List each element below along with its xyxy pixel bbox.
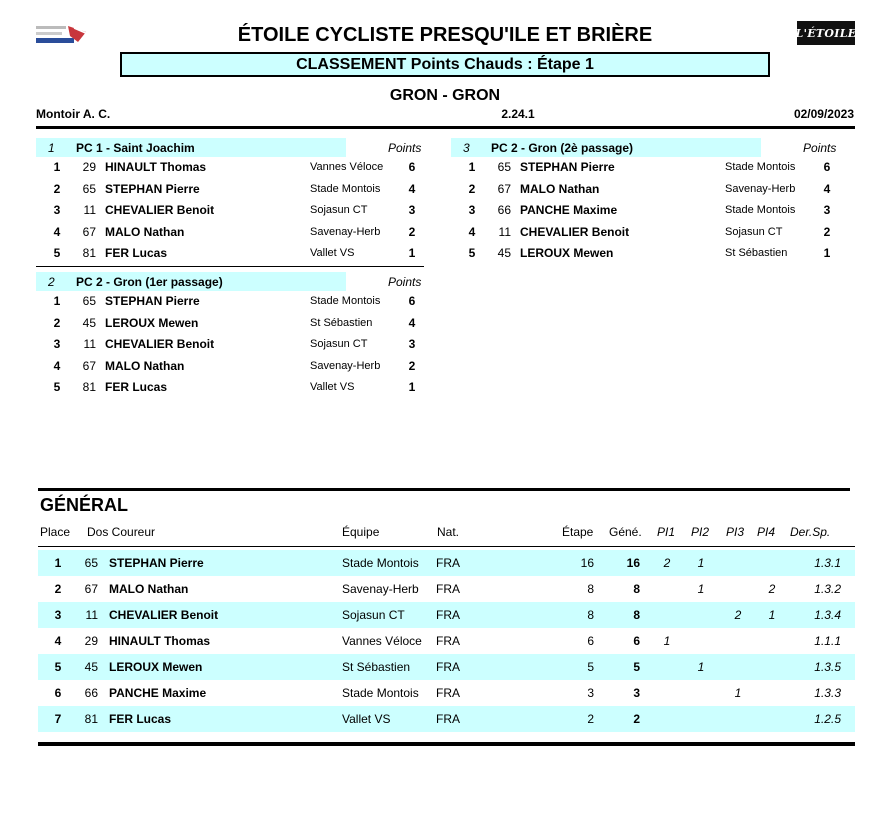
bib: 65: [497, 160, 511, 174]
last-sprint: 1.3.3: [814, 686, 841, 700]
team: Vallet VS: [310, 381, 355, 393]
rank: 4: [53, 224, 61, 239]
nationality: FRA: [436, 608, 460, 622]
col-pi2: PI2: [691, 525, 710, 539]
rank: 4: [468, 224, 476, 239]
points: 4: [408, 181, 416, 196]
list-item: [36, 313, 424, 335]
team: Stade Montois: [310, 295, 381, 307]
points: 2: [823, 224, 831, 239]
stage-points: 6: [587, 634, 594, 648]
points: 6: [408, 294, 416, 308]
bib: 67: [84, 582, 98, 596]
team: St Sébastien: [342, 660, 411, 674]
pi2-points: 1: [697, 582, 705, 596]
bib: 81: [82, 380, 96, 394]
points: 4: [823, 181, 831, 196]
section-divider: [36, 266, 424, 267]
place: 3: [54, 608, 62, 622]
team: Vallet VS: [342, 712, 391, 726]
bib: 29: [84, 634, 98, 648]
rider-name: STEPHAN Pierre: [109, 556, 204, 570]
place: 6: [54, 686, 62, 700]
points: 1: [823, 246, 831, 260]
rider-name: LEROUX Mewen: [105, 315, 199, 330]
rank: 1: [468, 160, 476, 174]
pi1-points: 2: [663, 556, 671, 570]
stage-points: 8: [587, 582, 594, 596]
col-pi3: PI3: [726, 525, 745, 539]
bib: 11: [83, 203, 96, 217]
stage-points: 5: [587, 660, 594, 674]
list-item: [36, 200, 424, 222]
bib: 45: [84, 660, 98, 674]
rider-name: STEPHAN Pierre: [105, 294, 200, 308]
table-row: [38, 576, 855, 602]
team: Savenay-Herb: [342, 582, 419, 596]
general-points: 16: [626, 556, 640, 570]
pc-name: PC 2 - Gron (1er passage): [76, 275, 223, 289]
points-label: Points: [388, 275, 422, 289]
pc-section-header: [36, 272, 346, 291]
points: 3: [408, 337, 416, 351]
rider-name: CHEVALIER Benoit: [105, 337, 215, 351]
bib: 45: [82, 315, 96, 330]
rider-name: CHEVALIER Benoit: [520, 224, 630, 239]
place: 4: [54, 634, 62, 648]
table-row: [38, 680, 855, 706]
general-bottom-rule: [38, 742, 855, 746]
general-top-rule: [38, 488, 850, 491]
general-title: GÉNÉRAL: [40, 495, 129, 515]
team: Stade Montois: [725, 204, 796, 216]
cycling-club-logo: [34, 24, 90, 46]
rider-name: FER Lucas: [105, 380, 168, 394]
rider-name: MALO Nathan: [105, 358, 185, 373]
rider-name: CHEVALIER Benoit: [105, 203, 215, 217]
pi2-points: 1: [697, 556, 705, 570]
points-label: Points: [803, 141, 837, 155]
pi4-points: 2: [768, 582, 776, 596]
bib: 65: [84, 556, 98, 570]
rank: 5: [53, 246, 61, 260]
bib: 67: [497, 181, 511, 196]
rider-name: MALO Nathan: [105, 224, 185, 239]
team: Vannes Véloce: [310, 161, 384, 173]
col-place: Place: [40, 525, 71, 539]
team: Vallet VS: [310, 247, 355, 259]
list-item: [451, 200, 839, 222]
organizer: Montoir A. C.: [36, 107, 111, 121]
team: Stade Montois: [725, 161, 796, 173]
team: Savenay-Herb: [310, 225, 381, 238]
pi3-points: 1: [734, 686, 742, 700]
general-points: 2: [633, 712, 640, 726]
rider-name: LEROUX Mewen: [520, 246, 614, 260]
stage-points: 16: [580, 556, 594, 570]
team: Savenay-Herb: [725, 182, 796, 195]
col-gene: Géné.: [609, 525, 642, 539]
rider-name: FER Lucas: [109, 712, 172, 726]
table-row: [38, 550, 855, 576]
list-item: [451, 157, 839, 179]
rank: 5: [468, 246, 476, 260]
bib: 67: [82, 358, 96, 373]
nationality: FRA: [436, 712, 460, 726]
list-item: [36, 179, 424, 201]
table-row: [38, 706, 855, 732]
bib: 81: [84, 712, 98, 726]
rank: 3: [468, 203, 476, 217]
place: 5: [54, 660, 62, 674]
pc-name: PC 1 - Saint Joachim: [76, 141, 195, 155]
stage-points: 3: [587, 686, 594, 700]
rank: 2: [468, 181, 476, 196]
team: Sojasun CT: [310, 338, 368, 350]
race-code: 2.24.1: [501, 107, 535, 121]
header-rule: [36, 126, 855, 129]
rider-name: STEPHAN Pierre: [105, 181, 200, 196]
stage-points: 2: [587, 712, 594, 726]
rider-name: HINAULT Thomas: [109, 634, 211, 648]
col-equipe: Équipe: [342, 525, 380, 539]
general-points: 5: [633, 660, 640, 674]
team: Stade Montois: [342, 556, 419, 570]
list-item: [451, 222, 839, 244]
nationality: FRA: [436, 556, 460, 570]
table-row: [38, 602, 855, 628]
bib: 11: [498, 224, 511, 239]
points: 3: [408, 203, 416, 217]
col-pi1: PI1: [657, 525, 676, 539]
nationality: FRA: [436, 634, 460, 648]
rider-name: CHEVALIER Benoit: [109, 608, 219, 622]
points: 6: [823, 160, 831, 174]
pc-section-2: [36, 272, 424, 399]
table-row: [38, 628, 855, 654]
pc-section-1: [36, 138, 424, 265]
last-sprint: 1.3.5: [814, 660, 841, 674]
points: 6: [408, 160, 416, 174]
team: Sojasun CT: [725, 225, 783, 238]
nationality: FRA: [436, 660, 460, 674]
list-item: [36, 157, 424, 179]
last-sprint: 1.1.1: [814, 634, 841, 648]
team: St Sébastien: [725, 247, 788, 259]
place: 1: [54, 556, 62, 570]
list-item: [36, 334, 424, 356]
rider-name: FER Lucas: [105, 246, 168, 260]
team: Stade Montois: [342, 686, 419, 700]
general-points: 8: [633, 582, 640, 596]
rank: 3: [53, 203, 61, 217]
rank: 1: [53, 294, 61, 308]
classement-subtitle: CLASSEMENT Points Chauds : Étape 1: [120, 52, 770, 77]
bib: 11: [83, 337, 96, 351]
rank: 3: [53, 337, 61, 351]
points: 2: [408, 224, 416, 239]
pi4-points: 1: [768, 608, 776, 622]
general-points: 8: [633, 608, 640, 622]
team: Sojasun CT: [342, 608, 405, 622]
rank: 2: [53, 181, 61, 196]
col-etape: Étape: [562, 525, 594, 539]
points: 1: [408, 246, 416, 260]
points: 4: [408, 315, 416, 330]
list-item: [36, 243, 424, 265]
list-item: [451, 243, 839, 265]
rider-name: PANCHE Maxime: [520, 203, 618, 217]
bib: 67: [82, 224, 96, 239]
rank: 1: [53, 160, 61, 174]
rank: 4: [53, 358, 61, 373]
rank: 2: [53, 315, 61, 330]
bib: 11: [85, 608, 98, 622]
rider-name: LEROUX Mewen: [109, 660, 203, 674]
stage-name: GRON - GRON: [389, 87, 501, 104]
place: 7: [54, 712, 62, 726]
bib: 66: [497, 203, 511, 217]
nationality: FRA: [436, 686, 460, 700]
team: Sojasun CT: [310, 204, 368, 216]
bib: 65: [82, 181, 96, 196]
pi1-points: 1: [663, 634, 671, 648]
pc-section-header: [451, 138, 761, 157]
col-pi4: PI4: [757, 525, 776, 539]
page-title: ÉTOILE CYCLISTE PRESQU'ILE ET BRIÈRE: [237, 24, 653, 46]
team: Vannes Véloce: [342, 634, 422, 648]
stage-points: 8: [587, 608, 594, 622]
bib: 29: [82, 160, 96, 174]
general-points: 6: [633, 634, 640, 648]
rider-name: PANCHE Maxime: [109, 686, 207, 700]
pc-name: PC 2 - Gron (2è passage): [491, 141, 634, 155]
etoile-logo: L'ÉTOILE: [797, 21, 855, 45]
rank: 5: [53, 380, 61, 394]
points-label: Points: [388, 141, 422, 155]
pc-number: 2: [48, 275, 55, 289]
last-sprint: 1.3.4: [814, 608, 841, 622]
general-points: 3: [633, 686, 640, 700]
col-nat: Nat.: [437, 525, 460, 539]
col-dos-coureur: Dos Coureur: [87, 525, 156, 539]
team: Savenay-Herb: [310, 359, 381, 372]
rider-name: MALO Nathan: [109, 582, 189, 596]
list-item: [36, 377, 424, 399]
team: Stade Montois: [310, 182, 381, 195]
points: 3: [823, 203, 831, 217]
list-item: [36, 291, 424, 313]
bib: 66: [84, 686, 98, 700]
rider-name: HINAULT Thomas: [105, 160, 207, 174]
bib: 81: [82, 246, 96, 260]
points: 1: [408, 380, 416, 394]
table-row: [38, 654, 855, 680]
pc-section-3: [451, 138, 839, 265]
last-sprint: 1.3.1: [814, 556, 841, 570]
pc-section-header: [36, 138, 346, 157]
bib: 45: [497, 246, 511, 260]
pi2-points: 1: [697, 660, 705, 674]
rider-name: STEPHAN Pierre: [520, 160, 615, 174]
list-item: [36, 222, 424, 244]
pc-number: 1: [48, 141, 55, 155]
last-sprint: 1.3.2: [814, 582, 841, 596]
points: 2: [408, 358, 416, 373]
list-item: [451, 179, 839, 201]
place: 2: [54, 582, 62, 596]
race-date: 02/09/2023: [793, 107, 854, 121]
list-item: [36, 356, 424, 378]
general-header-rule: [38, 546, 855, 547]
rider-name: MALO Nathan: [520, 181, 600, 196]
nationality: FRA: [436, 582, 460, 596]
team: St Sébastien: [310, 316, 373, 329]
last-sprint: 1.2.5: [814, 712, 841, 726]
pc-number: 3: [463, 141, 470, 155]
col-dersp: Der.Sp.: [790, 525, 831, 539]
pi3-points: 2: [734, 608, 742, 622]
bib: 65: [82, 294, 96, 308]
